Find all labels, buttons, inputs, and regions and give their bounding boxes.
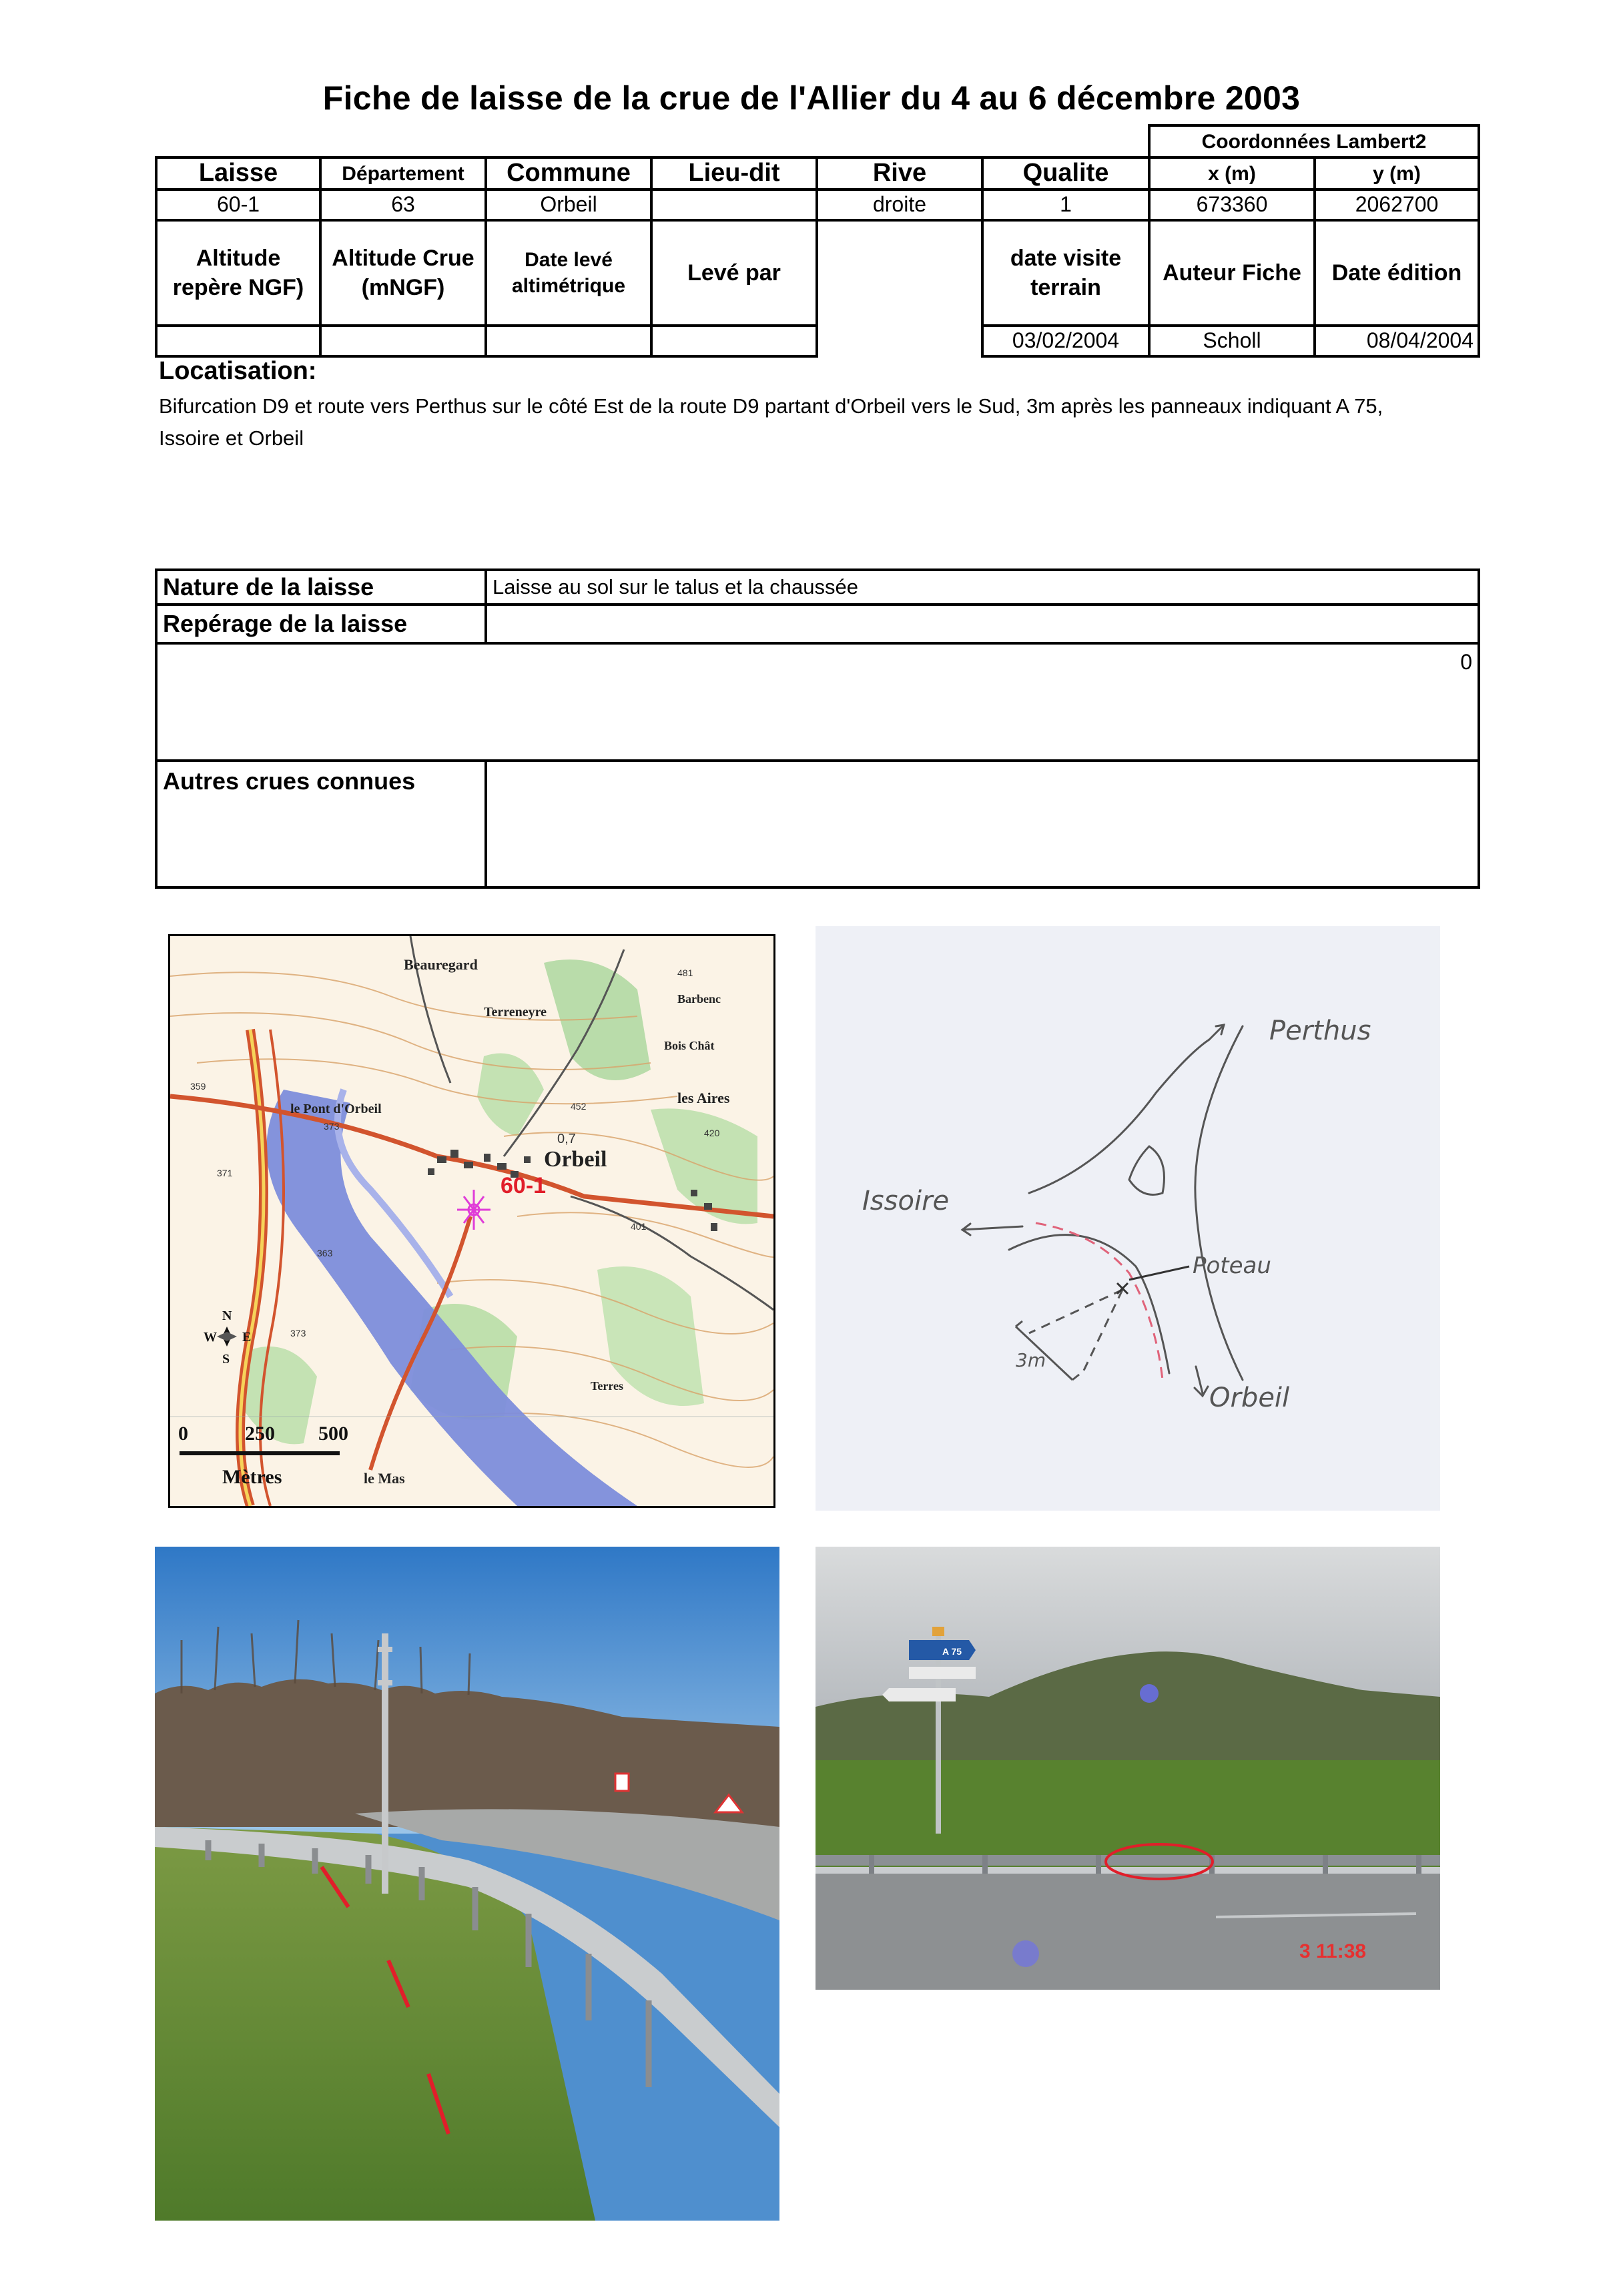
map-place: Terreneyre [484, 1005, 547, 1020]
col-lieu-dit: Lieu-dit [650, 156, 818, 191]
col-commune: Commune [484, 156, 653, 191]
map-spot-height: 0,7 [557, 1132, 576, 1146]
map-place: le Mas [364, 1470, 405, 1487]
map-place: les Aires [677, 1090, 730, 1106]
val-date-edition: 08/04/2004 [1313, 324, 1480, 358]
reperage-label: Repérage de la laisse [155, 603, 487, 645]
reperage-box [155, 642, 1480, 762]
compass-n: N [222, 1308, 232, 1323]
nature-label: Nature de la laisse [155, 568, 487, 606]
map-spot-height: 373 [324, 1121, 340, 1132]
localisation-title: Locatisation: [159, 357, 317, 385]
col-auteur: Auteur Fiche [1148, 219, 1316, 327]
col-altitude-crue: Altitude Crue (mNGF) [319, 219, 487, 327]
val-date-visite: 03/02/2004 [981, 324, 1151, 358]
col-qualite: Qualite [981, 156, 1151, 191]
sign-a75: A 75 [942, 1646, 962, 1657]
map-spot-height: 481 [677, 968, 693, 978]
val-y: 2062700 [1313, 188, 1480, 222]
autres-value [484, 759, 1480, 889]
col-x: x (m) [1148, 156, 1316, 191]
val-x: 673360 [1148, 188, 1316, 222]
scale-250: 250 [245, 1423, 275, 1445]
val-date-leve [484, 324, 653, 358]
sketch-label-poteau: Poteau [1193, 1252, 1271, 1279]
compass-s: S [222, 1352, 230, 1367]
scale-500: 500 [318, 1423, 348, 1445]
page-title: Fiche de laisse de la crue de l'Allier du 4 au 6 décembre 2003 [322, 79, 1301, 117]
val-qualite: 1 [981, 188, 1151, 222]
topographic-map [168, 934, 775, 1508]
map-spot-height: 363 [317, 1248, 333, 1258]
map-place: Beauregard [404, 956, 478, 973]
col-altitude-repere: Altitude repère NGF) [155, 219, 322, 327]
map-spot-height: 371 [217, 1168, 233, 1178]
sketch-label-distance: 3m [1016, 1349, 1046, 1371]
map-spot-height: 401 [631, 1221, 647, 1232]
sketch-label-orbeil: Orbeil [1209, 1383, 1290, 1413]
map-place: Orbeil [544, 1147, 607, 1172]
map-place: Terres [591, 1379, 623, 1393]
val-auteur: Scholl [1148, 324, 1316, 358]
photo-roadside [155, 1547, 779, 2221]
val-altitude-repere [155, 324, 322, 358]
compass-w: W [204, 1330, 217, 1345]
map-place: le Pont d'Orbeil [290, 1102, 382, 1116]
map-spot-height: 373 [290, 1328, 306, 1338]
nature-value: Laisse au sol sur le talus et la chaussée [484, 568, 1480, 606]
reperage-number: 0 [1460, 650, 1472, 674]
col-leve-par: Levé par [650, 219, 818, 327]
val-laisse: 60-1 [155, 188, 322, 222]
photo-road-signs [816, 1547, 1440, 1990]
localisation-text: Bifurcation D9 et route vers Perthus sur le côté Est de la route D9 partant d'Orbeil vers le Sud, 3m après les panneaux indiquant A 75, Issoire et Orbeil [159, 394, 1383, 450]
map-spot-height: 359 [190, 1081, 206, 1092]
val-altitude-crue [319, 324, 487, 358]
scale-unit: Mètres [222, 1466, 282, 1488]
sketch-label-perthus: Perthus [1269, 1016, 1371, 1046]
reperage-value [484, 603, 1480, 645]
val-rive: droite [816, 188, 984, 222]
col-date-leve: Date levé altimétrique [484, 219, 653, 327]
val-leve-par [650, 324, 818, 358]
coord-title: Coordonnées Lambert2 [1148, 124, 1480, 159]
map-place: Barbenc [677, 992, 721, 1006]
col-departement: Département [319, 156, 487, 191]
col-date-visite: date visite terrain [981, 219, 1151, 327]
col-rive: Rive [816, 156, 984, 191]
val-lieu-dit [650, 188, 818, 222]
compass-e: E [242, 1330, 252, 1345]
map-spot-height: 452 [571, 1101, 587, 1112]
autres-label: Autres crues connues [155, 759, 487, 889]
sketch-label-issoire: Issoire [862, 1186, 950, 1216]
val-commune: Orbeil [484, 188, 653, 222]
map-point-label: 60-1 [501, 1173, 547, 1198]
val-departement: 63 [319, 188, 487, 222]
photo-timestamp: 3 11:38 [1299, 1940, 1367, 1962]
col-laisse: Laisse [155, 156, 322, 191]
col-date-edition: Date édition [1313, 219, 1480, 327]
blank-cell [816, 219, 984, 327]
map-place: Bois Chât [664, 1039, 715, 1052]
col-y: y (m) [1313, 156, 1480, 191]
scale-0: 0 [178, 1423, 188, 1445]
sketch-drawing [816, 926, 1440, 1511]
map-spot-height: 420 [704, 1128, 720, 1138]
